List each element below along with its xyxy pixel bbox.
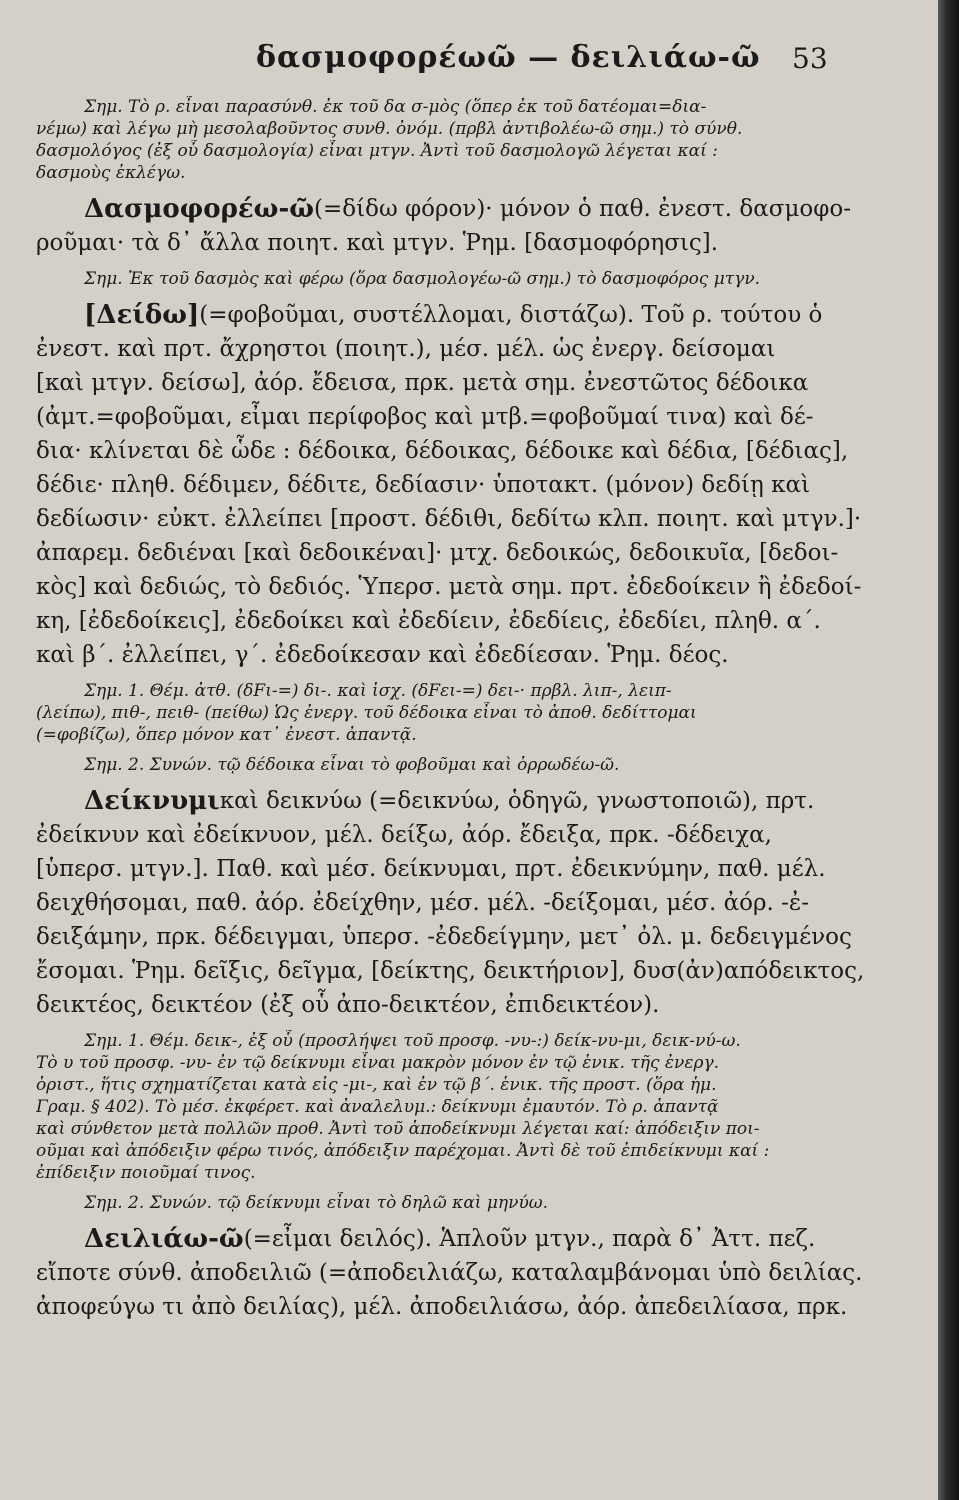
- line-text: ὁριστ., ἥτις σχηματίζεται κατὰ εἰς -μι-, καὶ ἐν τῷ β΄. ἑνικ. τῆς προστ. (ὅρα ἡμ.: [36, 1075, 717, 1095]
- line-text: ἀποφεύγω τι ἀπὸ δειλίας), μέλ. ἀποδειλιάσω, ἀόρ. ἀπεδειλίασα, πρκ.: [36, 1294, 848, 1320]
- spacer: [36, 1022, 878, 1030]
- spacer: [36, 776, 878, 784]
- entry-block: [36, 192, 878, 260]
- line-text: Σημ. 2. Συνών. τῷ δέδοικα εἶναι τὸ φοβοῦμαι καὶ ὀρρωδέω-ῶ.: [84, 755, 620, 775]
- text-line: [36, 702, 878, 724]
- spacer: [36, 260, 878, 268]
- lemma-headword: Δασμοφορέω-ῶ: [84, 194, 314, 224]
- line-text: κη, [ἐδεδοίκεις], ἐδεδοίκει καὶ ἐδεδίειν, ἐδεδίεις, ἐδεδίει, πληθ. α΄.: [36, 608, 821, 634]
- line-text: οῦμαι καὶ ἀπόδειξιν φέρω τινός, ἀπόδειξιν παρέχομαι. Ἀντὶ δὲ τοῦ ἐπιδείκνυμι καί :: [36, 1141, 770, 1161]
- text-line: [36, 1140, 878, 1162]
- line-text: δασμολόγος (ἐξ οὗ δασμολογία) εἶναι μτγν. Ἀντὶ τοῦ δασμολογῶ λέγεται καί :: [36, 141, 718, 161]
- entry-block: [36, 784, 878, 1022]
- entry-text: (=εἶμαι δειλός). Ἁπλοῦν μτγν., παρὰ δ᾽ Ἀττ. πεζ.: [243, 1226, 816, 1252]
- text-line: [36, 1052, 878, 1074]
- book-edge: [938, 0, 959, 1500]
- spacer: [36, 1214, 878, 1222]
- lemma-headword: Δειλιάω-ῶ: [84, 1224, 244, 1254]
- line-text: Σημ. Ἐκ τοῦ δασμὸς καὶ φέρω (ὅρα δασμολογέω-ῶ σημ.) τὸ δασμοφόρος μτγν.: [84, 269, 761, 289]
- text-line: [36, 192, 878, 226]
- line-text: νέμω) καὶ λέγω μὴ μεσολαβοῦντος συνθ. ὀνόμ. (πρβλ ἀντιβολέω-ῶ σημ.) τὸ σύνθ.: [36, 119, 743, 139]
- line-text: Γραμ. § 402). Τὸ μέσ. ἐκφέρετ. καὶ ἀναλελυμ.: δείκνυμι ἐμαυτόν. Τὸ ρ. ἀπαντᾷ: [36, 1097, 719, 1117]
- text-line: [36, 1256, 878, 1290]
- text-line: [36, 1118, 878, 1140]
- running-title: δασμοφορέωῶ — δειλιάω-ῶ: [256, 40, 761, 75]
- entry-text: καὶ δεικνύω (=δεικνύω, ὁδηγῶ, γνωστοποιῶ), πρτ.: [219, 788, 815, 814]
- spacer: [36, 184, 878, 192]
- text-line: [36, 226, 878, 260]
- line-text: δεικτέος, δεικτέον (ἐξ οὗ ἀπο-δεικτέον, ἐπιδεικτέον).: [36, 992, 660, 1018]
- spacer: [36, 290, 878, 298]
- text-line: [36, 852, 878, 886]
- text-line: [36, 988, 878, 1022]
- page-body: [36, 96, 878, 1332]
- text-line: [36, 1192, 878, 1214]
- note-block: [36, 1192, 878, 1214]
- text-line: [36, 434, 878, 468]
- spacer: [36, 1184, 878, 1192]
- text-line: [36, 754, 878, 776]
- text-line: [36, 298, 878, 332]
- lemma-headword: [Δείδω]: [84, 300, 200, 330]
- text-line: [36, 268, 878, 290]
- page-number: 53: [792, 42, 828, 75]
- line-text: [ὑπερσ. μτγν.]. Παθ. καὶ μέσ. δείκνυμαι, πρτ. ἐδεικνύμην, παθ. μέλ.: [36, 856, 826, 882]
- text-line: [36, 96, 878, 118]
- text-line: [36, 1096, 878, 1118]
- line-text: καὶ σύνθετον μετὰ πολλῶν προθ. Ἀντὶ τοῦ ἀποδείκνυμι λέγεται καί: ἀπόδειξιν ποι-: [36, 1119, 760, 1139]
- line-text: Τὸ υ τοῦ προσφ. -νυ- ἐν τῷ δείκνυμι εἶναι μακρὸν μόνον ἐν τῷ ἑνικ. τῆς ἐνεργ.: [36, 1053, 720, 1073]
- entry-text: (=δίδω φόρον)· μόνον ὁ παθ. ἐνεστ. δασμοφο-: [314, 196, 851, 222]
- line-text: δειχθήσομαι, παθ. ἀόρ. ἐδείχθην, μέσ. μέλ. -δείξομαι, μέσ. ἀόρ. -ἐ-: [36, 890, 809, 916]
- text-line: [36, 818, 878, 852]
- text-line: [36, 140, 878, 162]
- lemma-headword: Δείκνυμι: [84, 786, 220, 816]
- entry-block: [36, 298, 878, 672]
- line-text: [καὶ μτγν. δείσω], ἀόρ. ἔδεισα, πρκ. μετὰ σημ. ἐνεστῶτος δέδοικα: [36, 370, 809, 396]
- entry-text: (=φοβοῦμαι, συστέλλομαι, διστάζω). Τοῦ ρ. τούτου ὁ: [199, 302, 823, 328]
- line-text: Σημ. 2. Συνών. τῷ δείκνυμι εἶναι τὸ δηλῶ καὶ μηνύω.: [84, 1193, 549, 1213]
- line-text: δεδίωσιν· εὐκτ. ἐλλείπει [προστ. δέδιθι, δεδίτω κλπ. ποιητ. καὶ μτγν.]·: [36, 506, 862, 532]
- text-line: [36, 118, 878, 140]
- text-line: [36, 1030, 878, 1052]
- spacer: [36, 1324, 878, 1332]
- text-line: [36, 784, 878, 818]
- text-line: [36, 1162, 878, 1184]
- line-text: δια· κλίνεται δὲ ὧδε : δέδοικα, δέδοικας, δέδοικε καὶ δέδια, [δέδιας],: [36, 438, 849, 464]
- spacer: [36, 746, 878, 754]
- line-text: Σημ. 1. Θέμ. δεικ-, ἐξ οὗ (προσλήψει τοῦ προσφ. -νυ-:) δείκ-νυ-μι, δεικ-νύ-ω.: [84, 1031, 741, 1051]
- page-header: [0, 40, 938, 80]
- text-line: [36, 366, 878, 400]
- text-line: [36, 570, 878, 604]
- line-text: κὸς] καὶ δεδιώς, τὸ δεδιός. Ὑπερσ. μετὰ σημ. πρτ. ἐδεδοίκειν ἢ ἐδεδοί-: [36, 574, 862, 600]
- line-text: εἴποτε σύνθ. ἀποδειλιῶ (=ἀποδειλιάζω, καταλαμβάνομαι ὑπὸ δειλίας.: [36, 1260, 863, 1286]
- line-text: Σημ. 1. Θέμ. ἀτθ. (δFι-=) δι-. καὶ ἰσχ. (δFει-=) δει-· πρβλ. λιπ-, λειπ-: [84, 681, 672, 701]
- note-block: [36, 754, 878, 776]
- line-text: (ἀμτ.=φοβοῦμαι, εἶμαι περίφοβος καὶ μτβ.=φοβοῦμαί τινα) καὶ δέ-: [36, 404, 814, 430]
- note-block: [36, 96, 878, 184]
- note-block: [36, 680, 878, 746]
- line-text: δέδιε· πληθ. δέδιμεν, δέδιτε, δεδίασιν· ὑποτακτ. (μόνον) δεδίῃ καὶ: [36, 472, 811, 498]
- text-line: [36, 400, 878, 434]
- text-line: [36, 680, 878, 702]
- text-line: [36, 604, 878, 638]
- line-text: ροῦμαι· τὰ δ᾽ ἄλλα ποιητ. καὶ μτγν. Ῥημ. [δασμοφόρησις].: [36, 230, 719, 256]
- line-text: (=φοβίζω), ὅπερ μόνον κατ᾽ ἐνεστ. ἀπαντᾷ.: [36, 725, 417, 745]
- text-line: [36, 502, 878, 536]
- note-block: [36, 1030, 878, 1184]
- entry-block: [36, 1222, 878, 1324]
- line-text: (λείπω), πιθ-, πειθ- (πείθω) Ὡς ἐνεργ. τοῦ δέδοικα εἶναι τὸ ἀποθ. δεδίττομαι: [36, 703, 697, 723]
- text-line: [36, 162, 878, 184]
- line-text: ἔσομαι. Ῥημ. δεῖξις, δεῖγμα, [δείκτης, δεικτήριον], δυσ(ἀν)απόδεικτος,: [36, 958, 865, 984]
- text-line: [36, 638, 878, 672]
- text-line: [36, 1074, 878, 1096]
- line-text: δασμοὺς ἐκλέγω.: [36, 163, 186, 183]
- text-line: [36, 886, 878, 920]
- line-text: Σημ. Τὸ ρ. εἶναι παρασύνθ. ἐκ τοῦ δα σ-μὸς (ὅπερ ἐκ τοῦ δατέομαι=δια-: [84, 97, 707, 117]
- text-line: [36, 468, 878, 502]
- line-text: ἐνεστ. καὶ πρτ. ἄχρηστοι (ποιητ.), μέσ. μέλ. ὡς ἐνεργ. δείσομαι: [36, 336, 776, 362]
- text-line: [36, 1222, 878, 1256]
- text-line: [36, 332, 878, 366]
- line-text: καὶ β΄. ἐλλείπει, γ΄. ἐδεδοίκεσαν καὶ ἐδεδίεσαν. Ῥημ. δέος.: [36, 642, 729, 668]
- text-line: [36, 920, 878, 954]
- text-line: [36, 1290, 878, 1324]
- line-text: ἀπαρεμ. δεδιέναι [καὶ δεδοικέναι]· μτχ. δεδοικώς, δεδοικυῖα, [δεδοι-: [36, 540, 839, 566]
- line-text: δειξάμην, πρκ. δέδειγμαι, ὑπερσ. -ἐδεδείγμην, μετ᾽ ὀλ. μ. δεδειγμένος: [36, 924, 852, 950]
- line-text: ἐπίδειξιν ποιοῦμαί τινος.: [36, 1163, 256, 1183]
- spacer: [36, 672, 878, 680]
- note-block: [36, 268, 878, 290]
- text-line: [36, 724, 878, 746]
- text-line: [36, 954, 878, 988]
- text-line: [36, 536, 878, 570]
- line-text: ἐδείκνυν καὶ ἐδείκνυον, μέλ. δείξω, ἀόρ. ἔδειξα, πρκ. -δέδειχα,: [36, 822, 772, 848]
